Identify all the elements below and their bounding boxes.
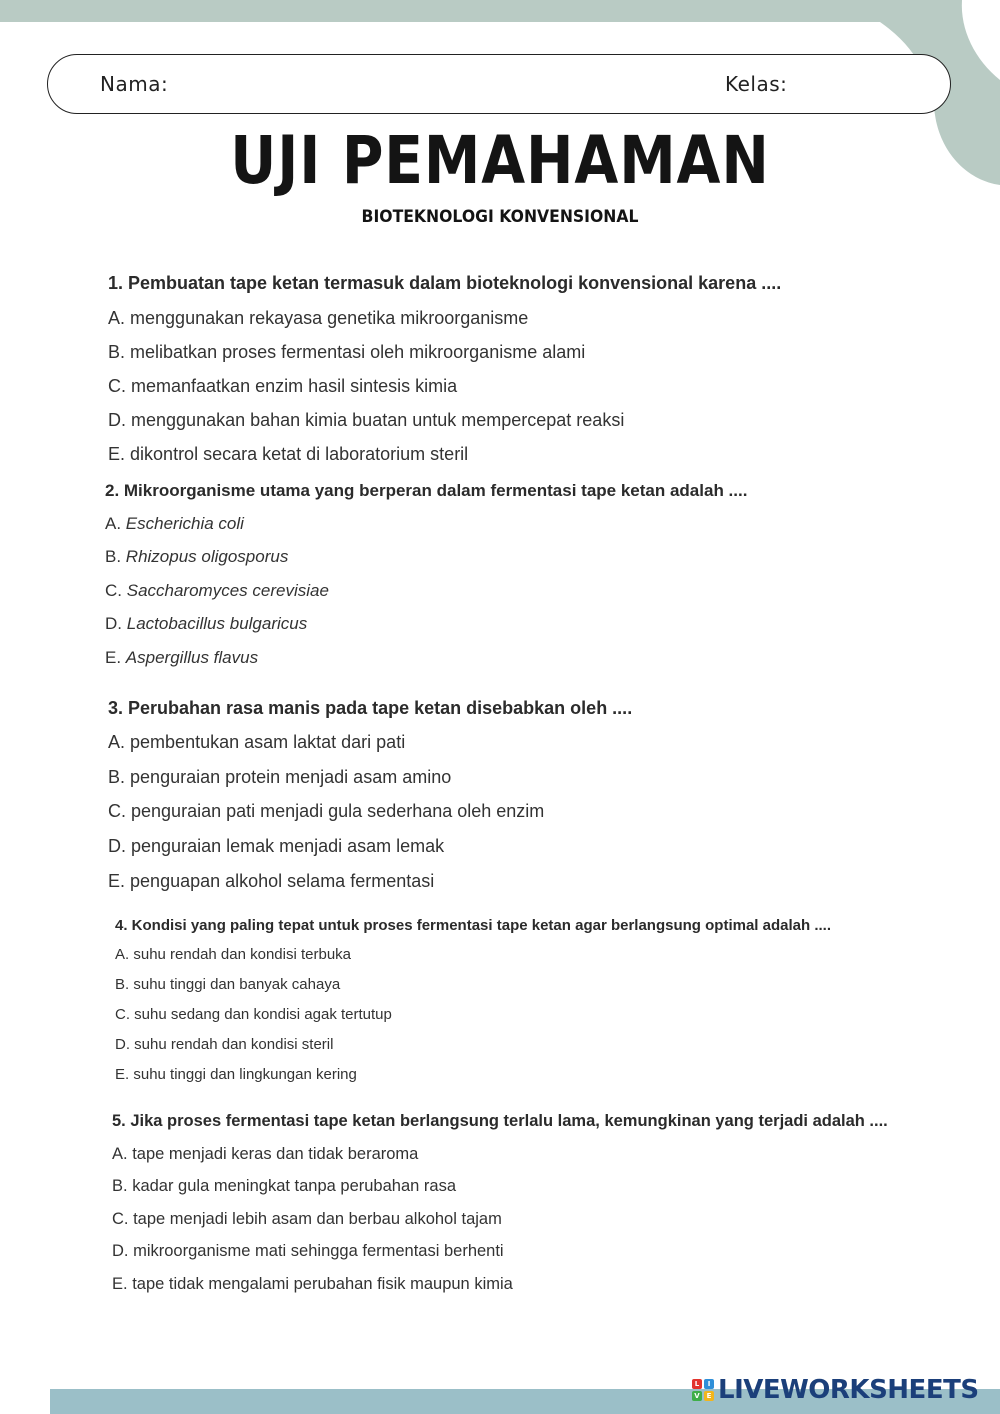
option-letter: E. xyxy=(108,871,126,891)
logo-grid-icon xyxy=(692,1379,714,1401)
option-letter: C. xyxy=(108,801,126,821)
option-letter: B. xyxy=(108,342,126,362)
option-letter: B. xyxy=(108,767,126,787)
question-5-option-e[interactable] xyxy=(112,1275,513,1294)
class-label: Kelas: xyxy=(725,72,788,96)
option-letter: C. xyxy=(105,581,122,600)
option-letter: A. xyxy=(108,308,126,328)
question-2-option-b[interactable] xyxy=(105,547,288,567)
question-1-option-c[interactable] xyxy=(108,376,457,397)
top-decorative-band xyxy=(0,0,1000,22)
option-letter: D. xyxy=(108,836,126,856)
option-letter: E. xyxy=(115,1066,130,1083)
question-4: 4. Kondisi yang paling tepat untuk proses fermentasi tape ketan agar berlangsung optimal adalah .... xyxy=(115,917,831,934)
option-letter: B. xyxy=(115,976,130,993)
option-letter: E. xyxy=(108,444,126,464)
question-3: 3. Perubahan rasa manis pada tape ketan disebabkan oleh .... xyxy=(108,698,633,718)
option-text: pembentukan asam laktat dari pati xyxy=(130,732,406,752)
option-text: Rhizopus oligosporus xyxy=(125,547,289,566)
option-text: penguapan alkohol selama fermentasi xyxy=(130,871,435,891)
option-text: suhu tinggi dan lingkungan kering xyxy=(133,1066,357,1083)
option-text: Lactobacillus bulgaricus xyxy=(126,614,308,633)
name-label: Nama: xyxy=(100,72,169,96)
option-text: tape menjadi keras dan tidak beraroma xyxy=(132,1145,419,1163)
question-4-option-a[interactable] xyxy=(115,946,351,963)
question-5-option-b[interactable] xyxy=(112,1177,456,1196)
question-2: 2. Mikroorganisme utama yang berperan dalam fermentasi tape ketan adalah .... xyxy=(105,481,748,500)
question-4-option-e[interactable] xyxy=(115,1066,357,1083)
option-text: mikroorganisme mati sehingga fermentasi berhenti xyxy=(133,1242,504,1260)
logo-text: LIVEWORKSHEETS xyxy=(718,1375,979,1405)
question-1-option-d[interactable] xyxy=(108,410,624,431)
option-text: melibatkan proses fermentasi oleh mikroorganisme alami xyxy=(130,342,586,362)
option-text: Aspergillus flavus xyxy=(125,648,259,667)
option-text: tape menjadi lebih asam dan berbau alkohol tajam xyxy=(133,1210,502,1228)
option-letter: A. xyxy=(108,732,126,752)
option-text: penguraian protein menjadi asam amino xyxy=(130,767,452,787)
liveworksheets-logo[interactable] xyxy=(692,1374,979,1406)
question-1: 1. Pembuatan tape ketan termasuk dalam bioteknologi konvensional karena .... xyxy=(108,273,782,293)
option-letter: D. xyxy=(105,614,122,633)
logo-letter: E xyxy=(704,1391,714,1401)
question-1-option-b[interactable] xyxy=(108,342,585,363)
option-text: penguraian lemak menjadi asam lemak xyxy=(131,836,445,856)
option-letter: D. xyxy=(112,1242,129,1260)
option-letter: A. xyxy=(112,1145,128,1163)
question-2-option-a[interactable] xyxy=(105,514,244,534)
question-1-option-e[interactable] xyxy=(108,444,468,465)
question-2-option-e[interactable] xyxy=(105,648,258,668)
question-4-option-d[interactable] xyxy=(115,1036,333,1053)
question-4-option-c[interactable] xyxy=(115,1006,392,1023)
option-letter: A. xyxy=(105,514,122,533)
option-letter: C. xyxy=(108,376,126,396)
option-text: memanfaatkan enzim hasil sintesis kimia xyxy=(131,376,458,396)
option-text: menggunakan rekayasa genetika mikroorganisme xyxy=(130,308,529,328)
option-text: suhu rendah dan kondisi steril xyxy=(134,1036,334,1053)
question-3-option-c[interactable] xyxy=(108,801,544,822)
student-info-box xyxy=(47,54,951,114)
option-letter: D. xyxy=(108,410,126,430)
question-3-option-e[interactable] xyxy=(108,871,434,892)
option-letter: B. xyxy=(112,1177,128,1195)
question-5-option-c[interactable] xyxy=(112,1210,502,1229)
logo-letter: L xyxy=(692,1379,702,1389)
option-text: kadar gula meningkat tanpa perubahan rasa xyxy=(132,1177,456,1195)
question-4-option-b[interactable] xyxy=(115,976,340,993)
logo-letter: I xyxy=(704,1379,714,1389)
question-1-option-a[interactable] xyxy=(108,308,528,329)
option-text: tape tidak mengalami perubahan fisik maupun kimia xyxy=(132,1275,513,1293)
question-5-option-a[interactable] xyxy=(112,1145,418,1164)
option-text: penguraian pati menjadi gula sederhana oleh enzim xyxy=(131,801,545,821)
question-5-option-d[interactable] xyxy=(112,1242,504,1261)
option-letter: C. xyxy=(115,1006,130,1023)
option-letter: A. xyxy=(115,946,130,963)
option-letter: C. xyxy=(112,1210,129,1228)
option-letter: D. xyxy=(115,1036,130,1053)
question-3-option-a[interactable] xyxy=(108,732,405,753)
logo-letter: V xyxy=(692,1391,702,1401)
question-2-option-c[interactable] xyxy=(105,581,329,601)
option-text: suhu sedang dan kondisi agak tertutup xyxy=(134,1006,392,1023)
option-letter: E. xyxy=(112,1275,128,1293)
option-text: suhu rendah dan kondisi terbuka xyxy=(133,946,352,963)
page-subtitle: BIOTEKNOLOGI KONVENSIONAL xyxy=(361,207,639,227)
option-text: suhu tinggi dan banyak cahaya xyxy=(133,976,341,993)
question-2-option-d[interactable] xyxy=(105,614,307,634)
option-text: Saccharomyces cerevisiae xyxy=(126,581,329,600)
option-letter: E. xyxy=(105,648,122,667)
option-text: Escherichia coli xyxy=(125,514,244,533)
option-letter: B. xyxy=(105,547,122,566)
page-title: UJI PEMAHAMAN xyxy=(230,122,770,199)
question-3-option-d[interactable] xyxy=(108,836,444,857)
question-3-option-b[interactable] xyxy=(108,767,451,788)
question-5: 5. Jika proses fermentasi tape ketan berlangsung terlalu lama, kemungkinan yang terjadi adalah .... xyxy=(112,1112,888,1130)
option-text: menggunakan bahan kimia buatan untuk mempercepat reaksi xyxy=(131,410,625,430)
option-text: dikontrol secara ketat di laboratorium steril xyxy=(130,444,469,464)
